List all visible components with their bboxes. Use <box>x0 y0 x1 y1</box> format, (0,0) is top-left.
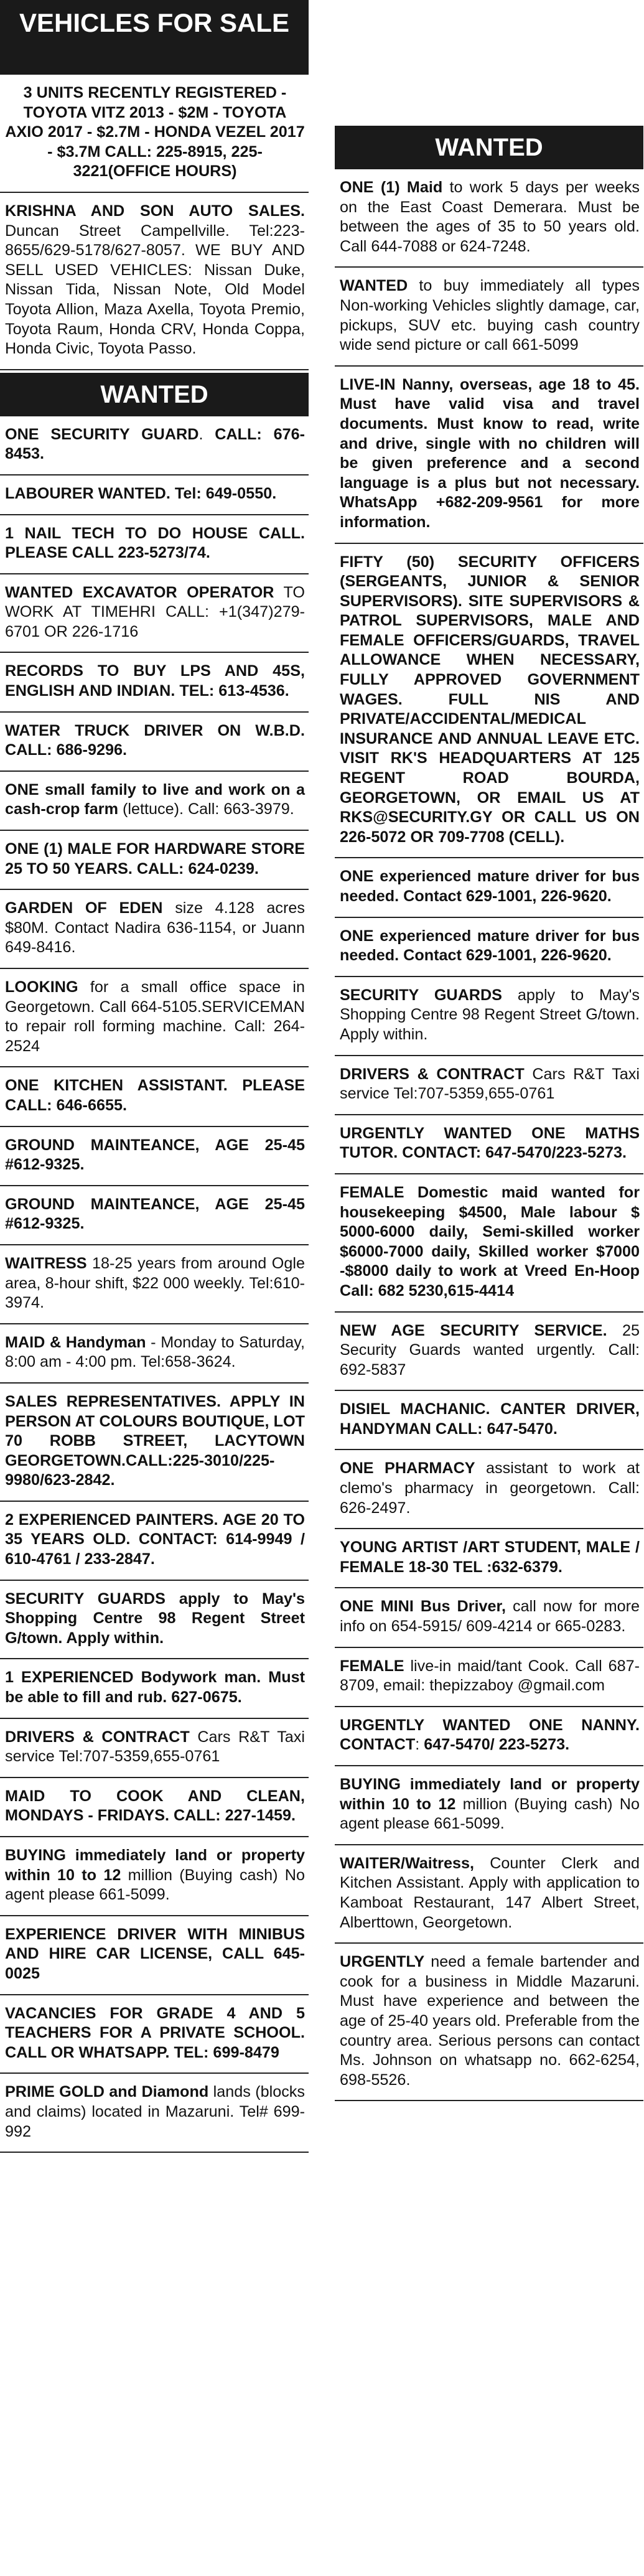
classified-ad <box>0 1127 309 1186</box>
ad-heading: WANTED <box>340 277 408 295</box>
vehicles-ads-list <box>0 75 309 370</box>
classified-ad <box>0 1778 309 1837</box>
ad-body: million (Buying cash) No agent please 661-5099. <box>340 1795 640 1833</box>
classified-ad <box>335 367 643 544</box>
ad-heading: ONE KITCHEN ASSISTANT. PLEASE CALL: 646-6655. <box>5 1077 305 1114</box>
ad-body: Cars R&T Taxi service Tel:707-5359,655-0761 <box>340 1065 640 1103</box>
right-column <box>335 0 643 2101</box>
ad-heading: DISIEL MACHANIC. CANTER DRIVER, HANDYMAN CALL: 647-5470. <box>340 1400 640 1438</box>
ad-heading: 1 EXPERIENCED Bodywork man. Must be able to fill and rub. 627-0675. <box>5 1669 305 1707</box>
ad-body: Cars R&T Taxi service Tel:707-5359,655-0761 <box>5 1728 305 1766</box>
classified-ad <box>335 858 643 917</box>
ad-heading: URGENTLY WANTED ONE NANNY. CONTACT <box>340 1716 640 1754</box>
ad-heading: DRIVERS & CONTRACT <box>5 1728 190 1746</box>
right-wanted-header: WANTED <box>335 126 643 169</box>
ad-heading: ONE MINI Bus Driver, <box>340 1598 506 1616</box>
ad-heading: SALES REPRESENTATIVES. APPLY IN PERSON AT COLOURS BOUTIQUE, LOT 70 ROBB STREET, LACYTOWN GEORGETOWN.CALL:225-3010/225-9980/623-2842. <box>5 1392 305 1489</box>
ad-heading: ONE (1) MALE FOR HARDWARE STORE 25 TO 50 YEARS. CALL: 624-0239. <box>5 840 305 878</box>
ad-contact: 647-5470/ 223-5273. <box>424 1736 570 1754</box>
ad-heading: MAID & Handyman <box>5 1333 146 1351</box>
classified-ad <box>335 268 643 366</box>
classified-ad <box>335 1115 643 1174</box>
ad-heading: GARDEN OF EDEN <box>5 899 163 917</box>
classified-ad <box>0 1995 309 2074</box>
ad-heading: LIVE-IN Nanny, overseas, age 18 to 45. Must have valid visa and travel documents. Must know to read, write and drive, single with no children will be given preference and a second language is a plus but not necessary. WhatsApp +682-209-9561 for more information. <box>340 375 640 531</box>
ad-heading: WAITRESS <box>5 1254 87 1272</box>
classified-ad <box>0 416 309 475</box>
ad-heading: MAID TO COOK AND CLEAN, MONDAYS - FRIDAYS. CALL: 227-1459. <box>5 1787 305 1825</box>
left-column <box>0 0 309 2153</box>
ad-heading: ONE small family to live and work on a cash-crop farm <box>5 780 305 818</box>
classified-ad <box>0 1067 309 1126</box>
ad-body: need a female bartender and cook for a business in Middle Mazaruni. Must have experience and between the age of 25-40 years old. Preferable from the country area. Serious persons can contact Ms. Johnson on whatsapp no. 662-6254, 698-5526. <box>340 1953 640 2089</box>
ad-heading: ONE experienced mature driver for bus needed. Contact 629-1001, 226-9620. <box>340 868 640 905</box>
ad-body: size 4.128 acres $80M. Contact Nadira 636-1154, or Juann 649-8416. <box>5 899 305 957</box>
ad-heading: ONE experienced mature driver for bus needed. Contact 629-1001, 226-9620. <box>340 927 640 965</box>
ad-heading: NEW AGE SECURITY SERVICE. <box>340 1321 607 1339</box>
classified-ad <box>335 1174 643 1313</box>
classified-ad <box>335 1845 643 1944</box>
ad-heading: 1 NAIL TECH TO DO HOUSE CALL. PLEASE CALL 223-5273/74. <box>5 524 305 562</box>
classified-ad <box>0 1837 309 1916</box>
right-wanted-ads-list <box>335 169 643 2101</box>
classified-ad <box>0 969 309 1067</box>
classified-ad <box>0 1581 309 1660</box>
classified-ad <box>335 1588 643 1647</box>
classified-ad <box>0 475 309 515</box>
ad-heading: FEMALE Domestic maid wanted for housekeeping $4500, Male labour $ 5000-6000 daily, Semi-skilled worker $6000-7000 daily, Skilled worker $7000 -$8000 daily to work at Vreed En-Hoop Call: 682 5230,615-4414 <box>340 1183 640 1300</box>
ad-heading: DRIVERS & CONTRACT <box>340 1065 525 1083</box>
ad-heading: FIFTY (50) SECURITY OFFICERS (SERGEANTS, JUNIOR & SENIOR SUPERVISORS). SITE SUPERVISORS & PATROL SUPERVISORS, MALE AND FEMALE OFFICERS/GUARDS, TRAVEL ALLOWANCE WHEN NECESSARY, FULLY APPROVED GOVERNMENT WAGES. FULL NIS AND PRIVATE/ACCIDENTAL/MEDICAL INSURANCE AND ANNUAL LEAVE ETC. VISIT RK'S HEADQUARTERS AT 125 REGENT ROAD BOURDA, GEORGETOWN, OR EMAIL US AT RKS@SECURITY.GY OR CALL US ON 226-5072 OR 709-7708 (CELL). <box>340 553 640 846</box>
ad-heading: RECORDS TO BUY LPS AND 45S, ENGLISH AND INDIAN. TEL: 613-4536. <box>5 662 305 700</box>
ad-body: (lettuce). Call: 663-3979. <box>118 800 294 818</box>
ad-heading: GROUND MAINTEANCE, AGE 25-45 #612-9325. <box>5 1195 305 1233</box>
ad-heading: VACANCIES FOR GRADE 4 AND 5 TEACHERS FOR A PRIVATE SCHOOL. CALL OR WHATSAPP. TEL: 699-8479 <box>5 2004 305 2061</box>
ad-body: 18-25 years from around Ogle area, 8-hour shift, $22 000 weekly. Tel:610-3974. <box>5 1254 305 1312</box>
ad-heading: URGENTLY WANTED ONE MATHS TUTOR. CONTACT: 647-5470/223-5273. <box>340 1124 640 1162</box>
ad-heading: 3 UNITS RECENTLY REGISTERED - TOYOTA VITZ 2013 - $2M - TOYOTA AXIO 2017 - $2.7M - HONDA VEZEL 2017 - $3.7M CALL: 225-8915, 225-3221(OFFICE HOURS) <box>5 84 305 180</box>
ad-heading: URGENTLY <box>340 1953 425 1971</box>
ad-body: TO WORK AT TIMEHRI CALL: +1(347)279-6701 OR 226-1716 <box>5 583 305 640</box>
classified-ad <box>0 1384 309 1502</box>
ad-body: call now for more info on 654-5915/ 609-4214 or 665-0283. <box>340 1598 640 1636</box>
ad-body: Counter Clerk and Kitchen Assistant. Apply with application to Kamboat Restaurant, 147 Albert Street, Alberttown, Georgetown. <box>340 1854 640 1931</box>
ad-heading: LOOKING <box>5 978 78 996</box>
ad-body: assistant to work at clemo's pharmacy in georgetown. Call: 626-2497. <box>340 1459 640 1517</box>
classified-ad <box>0 1659 309 1718</box>
classified-ad <box>0 1502 309 1581</box>
ad-heading: ONE (1) Maid <box>340 179 443 196</box>
ad-body: Duncan Street Campellville. Tel:223-8655/629-5178/627-8057. WE BUY AND SELL USED VEHICLES: Nissan Duke, Nissan Tida, Nissan Note, Old Model Toyota Allion, Maza Axella, Toyota Premio, Toyota Raum, Honda CRV, Honda Coppa, Honda Civic, Toyota Passo. <box>5 222 305 358</box>
classified-ad <box>0 1719 309 1778</box>
ad-body: million (Buying cash) No agent please 661-5099. <box>5 1866 305 1904</box>
right-column-top-space <box>335 0 643 126</box>
ad-body: live-in maid/tant Cook. Call 687-8709, email: thepizzaboy @gmail.com <box>340 1657 640 1695</box>
ad-body: for a small office space in Georgetown. Call 664-5105.SERVICEMAN to repair roll forming machine. Call: 264-2524 <box>5 978 305 1055</box>
classified-ad <box>0 574 309 653</box>
ad-body: apply to May's Shopping Centre 98 Regent Street G/town. Apply within. <box>340 986 640 1043</box>
classified-ad <box>335 1944 643 2101</box>
classified-ad <box>335 1648 643 1707</box>
classified-ad <box>335 1766 643 1845</box>
ad-heading: ONE SECURITY GUARD <box>5 425 199 443</box>
classified-ad <box>0 713 309 772</box>
classified-ad <box>335 977 643 1056</box>
ad-heading: BUYING immediately land or property within 10 to 12 <box>340 1776 640 1813</box>
ad-heading: WAITER/Waitress, <box>340 1854 474 1872</box>
classified-ad <box>335 1056 643 1115</box>
classified-ad <box>0 1324 309 1384</box>
classified-ad <box>0 2074 309 2153</box>
ad-heading: FEMALE <box>340 1657 404 1675</box>
ad-body: : <box>415 1736 424 1754</box>
classified-ad <box>0 653 309 712</box>
ad-heading: YOUNG ARTIST /ART STUDENT, MALE / FEMALE 18-30 TEL :632-6379. <box>340 1539 640 1576</box>
classified-ad <box>335 1450 643 1529</box>
classified-ad <box>0 831 309 890</box>
classified-ad <box>0 1245 309 1324</box>
ad-body: . <box>198 425 215 443</box>
ad-heading: GROUND MAINTEANCE, AGE 25-45 #612-9325. <box>5 1136 305 1174</box>
ad-heading: SECURITY GUARDS <box>340 986 502 1004</box>
classified-ad <box>0 1186 309 1245</box>
left-wanted-ads-list <box>0 416 309 2153</box>
classified-ad <box>0 515 309 574</box>
ad-body: - Monday to Saturday, 8:00 am - 4:00 pm. Tel:658-3624. <box>5 1333 305 1371</box>
classified-ad <box>0 890 309 969</box>
classified-ad <box>335 918 643 977</box>
ad-heading: WANTED EXCAVATOR OPERATOR <box>5 583 274 601</box>
ad-heading: EXPERIENCE DRIVER WITH MINIBUS AND HIRE CAR LICENSE, CALL 645-0025 <box>5 1925 305 1982</box>
ad-body: 25 Security Guards wanted urgently. Call: 692-5837 <box>340 1321 640 1379</box>
ad-heading: SECURITY GUARDS apply to May's Shopping Centre 98 Regent Street G/town. Apply within. <box>5 1590 305 1647</box>
ad-heading: 2 EXPERIENCED PAINTERS. AGE 20 TO 35 YEARS OLD. CONTACT: 614-9949 / 610-4761 / 233-2847. <box>5 1510 305 1568</box>
ad-heading: BUYING immediately land or property within 10 to 12 <box>5 1847 305 1884</box>
ad-body: to buy immediately all types Non-working Vehicles slightly damage, car, pickups, SUV etc. buying cash country wide send picture or call 661-5099 <box>340 277 640 354</box>
ad-heading: WATER TRUCK DRIVER ON W.B.D. CALL: 686-9296. <box>5 721 305 759</box>
classified-ad <box>335 1529 643 1588</box>
classified-ad <box>335 1313 643 1392</box>
ad-body: lands (blocks and claims) located in Mazaruni. Tel# 699-992 <box>5 2083 305 2140</box>
ad-body: to work 5 days per weeks on the East Coast Demerara. Must be between the ages of 35 to 50 years old. Call 644-7088 or 624-7248. <box>340 179 640 255</box>
ad-heading: LABOURER WANTED. Tel: 649-0550. <box>5 484 277 502</box>
classified-ad <box>335 1707 643 1766</box>
classified-ad <box>335 169 643 268</box>
ad-heading: ONE PHARMACY <box>340 1459 475 1478</box>
classified-ad <box>0 75 309 193</box>
left-wanted-header: WANTED <box>0 373 309 416</box>
classified-ad <box>0 193 309 370</box>
ad-heading: PRIME GOLD and Diamond <box>5 2083 209 2101</box>
classified-ad <box>335 544 643 859</box>
classified-ad <box>335 1391 643 1450</box>
vehicles-for-sale-header: VEHICLES FOR SALE <box>0 0 309 75</box>
ad-heading: KRISHNA AND SON AUTO SALES. <box>5 202 305 220</box>
classified-ad <box>0 1916 309 1995</box>
classified-ad <box>0 772 309 831</box>
ad-contact: CALL: 676-8453. <box>5 425 306 463</box>
